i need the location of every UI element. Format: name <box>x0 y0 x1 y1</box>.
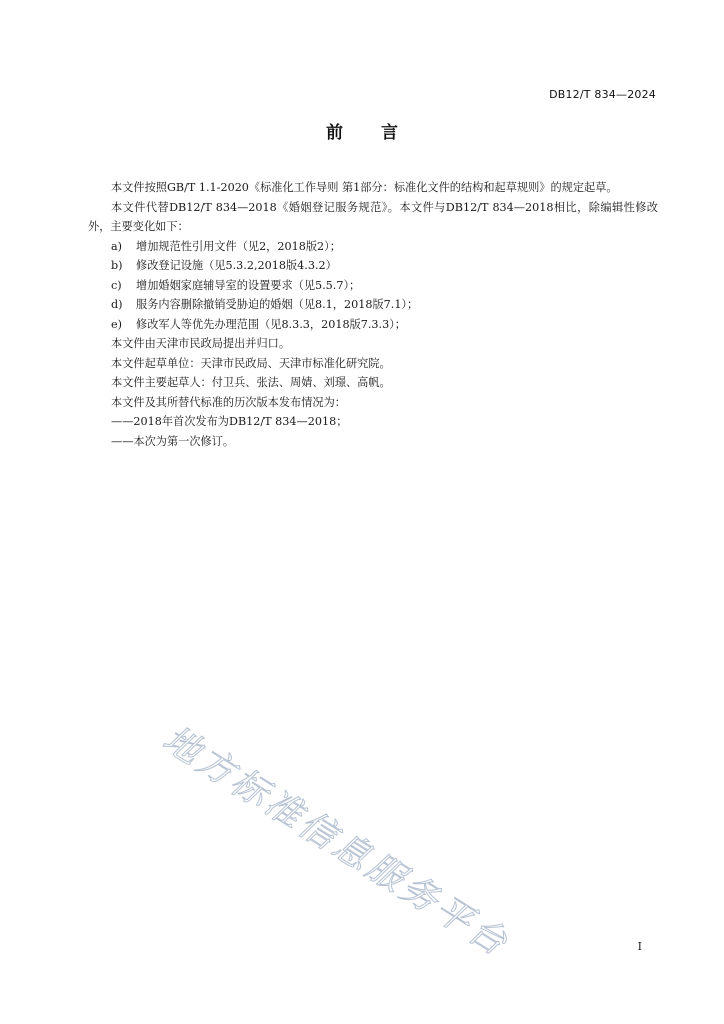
paragraph-drafting-rules: 本文件按照GB/T 1.1-2020《标准化工作导则 第1部分：标准化文件的结构和起草规则》的规定起草。 <box>111 181 618 194</box>
page-number: I <box>637 940 642 953</box>
paragraph-replacement: 本文件代替DB12/T 834—2018《婚姻登记服务规范》。本文件与DB12/T 834—2018相比，除编辑性修改外，主要变化如下： <box>88 200 658 233</box>
list-marker: c) <box>111 278 122 292</box>
history-item: ——2018年首次发布为DB12/T 834—2018； <box>111 415 348 428</box>
list-marker: d) <box>111 298 123 311</box>
list-item-text: 服务内容删除撤销受胁迫的婚姻（见8.1，2018版7.1）； <box>136 298 419 311</box>
list-marker: a) <box>111 239 123 253</box>
statement-proposer: 本文件由天津市民政局提出并归口。 <box>111 337 291 350</box>
history-item: ——本次为第一次修订。 <box>111 434 235 448</box>
list-item-text: 修改军人等优先办理范围（见8.3.3，2018版7.3.3）； <box>136 317 406 331</box>
list-item <box>88 256 658 276</box>
statement-drafting-units: 本文件起草单位：天津市民政局、天津市标准化研究院。 <box>111 356 391 370</box>
list-item <box>88 315 658 335</box>
list-item-text: 修改登记设施（见5.3.2,2018版4.3.2） <box>136 259 337 272</box>
list-item <box>88 295 658 315</box>
list-marker: e) <box>111 317 122 331</box>
statement-history-intro: 本文件及其所替代标准的历次版本发布情况为： <box>111 395 346 409</box>
list-item-text: 增加婚姻家庭辅导室的设置要求（见5.5.7）； <box>136 278 361 292</box>
page-title: 前言 <box>326 123 436 143</box>
list-item <box>88 276 658 296</box>
changes-list <box>88 237 658 335</box>
list-item <box>88 237 658 257</box>
document-code: DB12/T 834—2024 <box>549 88 656 101</box>
watermark: 地方标准信息服务平台 <box>155 718 517 966</box>
document-body <box>88 178 658 451</box>
statement-drafters: 本文件主要起草人：付卫兵、张法、周婧、刘璟、高帆。 <box>111 376 391 389</box>
list-marker: b) <box>111 259 123 272</box>
list-item-text: 增加规范性引用文件（见2，2018版2）； <box>136 239 341 253</box>
